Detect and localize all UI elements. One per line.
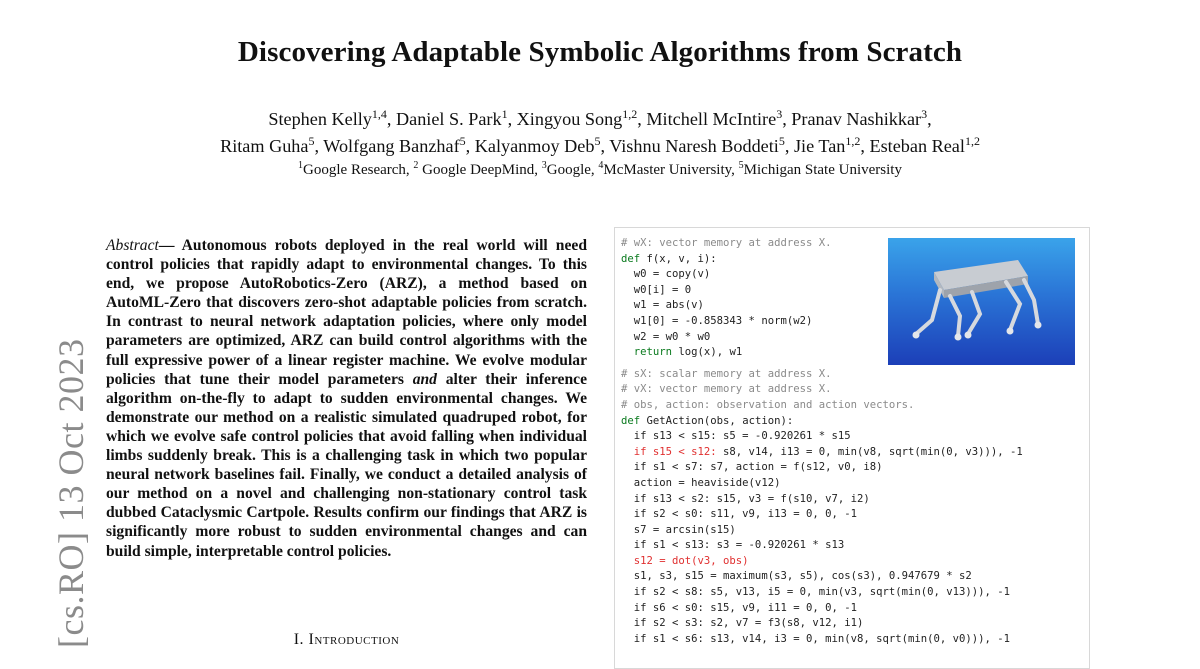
abstract-text-1: — Autonomous robots deployed in the real world will need control policies that rapidly adapt to environmental changes. To this end, we propose AutoRobotics-Zero (ARZ), a method based on AutoML-Zero that discovers zero-shot adaptable policies from scratch. In contrast to neural network adaptation policies, where only model parameters are optimized, ARZ can build control algorithms with the full expressive power of a linear register machine. We evolve modular policies that tune their model parameters (106, 237, 587, 388)
code-line: s1, s3, s15 = maximum(s3, s5), cos(s3), 0.947679 * s2 (621, 570, 972, 583)
code-line: if s6 < s0: s15, v9, i11 = 0, 0, -1 (621, 601, 857, 614)
code-line: if s2 < s8: s5, v13, i5 = 0, min(v3, sqrt(min(0, v13))), -1 (621, 586, 1011, 599)
code-line: w0 = copy(v) (621, 268, 711, 281)
code-line: # vX: vector memory at address X. (621, 383, 832, 396)
abstract-text-2: alter their inference algorithm on-the-fly to adapt to sudden environmental changes. We demonstrate our method on a realistic simulated quadruped robot, for which we evolve safe control policies that avoid falling when individual limbs suddenly break. This is a challenging task in which two popular neural network baselines fail. Finally, we conduct a detailed analysis of our method on a novel and challenging non-stationary control task dubbed Cataclysmic Cartpole. Results confirm our findings that ARZ is significantly more robust to sudden environmental changes and can build simple, interpretable control policies. (106, 370, 587, 560)
author-list-line-1: Stephen Kelly$^{1,4}$, Daniel S. Park$^1$, Xingyou Song$^{1,2}$, Mitchell McIntire$^3$, Pranav Nashikkar$^3$, (268, 107, 932, 130)
code-line: # sX: scalar memory at address X. (621, 367, 832, 380)
code-line: if s15 < s12: s8, v14, i13 = 0, min(v8, sqrt(min(0, v3))), -1 (621, 445, 1023, 458)
author-affiliation-mark: 5 (594, 134, 601, 148)
author-name: Kalyanmoy Deb (474, 136, 595, 157)
code-line: if s1 < s6: s13, v14, i3 = 0, min(v8, sqrt(min(0, v0))), -1 (621, 632, 1011, 645)
affiliation-mark: 4 (598, 160, 604, 171)
affiliation-name: Google Research (303, 162, 406, 178)
author-name: Stephen Kelly (268, 109, 372, 130)
author-affiliation-mark: 5 (459, 134, 466, 148)
code-line: s12 = dot(v3, obs) (621, 554, 749, 567)
code-line: return log(x), w1 (633, 346, 743, 359)
author-name: Jie Tan (793, 136, 846, 157)
author-affiliation-mark: 1 (501, 107, 508, 121)
affiliation-mark: 5 (738, 160, 744, 171)
author-affiliation-mark: 1,4 (371, 107, 387, 121)
author-affiliation-mark: 1,2 (964, 134, 980, 148)
section-heading (106, 631, 587, 649)
paper-title: Discovering Adaptable Symbolic Algorithms from Scratch (237, 36, 963, 68)
affiliation-mark: 1 (298, 160, 304, 171)
code-line: w1 = abs(v) (621, 299, 704, 312)
affiliation-name: Google DeepMind (418, 162, 535, 178)
code-line: # wX: vector memory at address X. (621, 237, 832, 249)
code-figure (614, 227, 1090, 669)
code-line: if s2 < s0: s11, v9, i13 = 0, 0, -1 (621, 508, 857, 521)
code-line: if s1 < s7: s7, action = f(s12, v0, i8) (621, 461, 883, 474)
author-name: Mitchell McIntire (646, 109, 777, 130)
author-affiliation-mark: 1,2 (622, 107, 638, 121)
abstract (106, 236, 587, 561)
author-name: Vishnu Naresh Boddeti (609, 136, 779, 157)
code-line: def GetAction(obs, action): (621, 414, 794, 427)
code-line: if s13 < s2: s15, v3 = f(s10, v7, i2) (621, 492, 870, 505)
affiliation-name: Michigan State University (743, 162, 902, 178)
author-affiliation-mark: 5 (308, 134, 315, 148)
quadruped-robot-icon (888, 238, 1075, 365)
section-number: I. (293, 631, 305, 648)
code-line: if s1 < s13: s3 = -0.920261 * s13 (621, 539, 845, 552)
author-name: Xingyou Song (516, 109, 623, 130)
code-line: action = heaviside(v12) (621, 476, 781, 489)
affiliation-mark: 3 (541, 160, 547, 171)
abstract-lead: Abstract (106, 237, 159, 254)
affiliation-name: McMaster University (603, 162, 732, 178)
affiliations: $^1$Google Research, $^2$ Google DeepMind, $^3$Google, $^4$McMaster University, $^5$Michigan State University (298, 160, 902, 178)
code-line: if s2 < s3: s2, v7 = f3(s8, v12, i1) (621, 617, 864, 630)
code-line: w1[0] = -0.858343 * norm(w2) (621, 314, 813, 327)
robot-image (888, 238, 1075, 365)
author-name: Wolfgang Banzhaf (323, 136, 460, 157)
author-list-line-2: Ritam Guha$^5$, Wolfgang Banzhaf$^5$, Kalyanmoy Deb$^5$, Vishnu Naresh Boddeti$^5$, Jie Tan$^{1,2}$, Esteban Real$^{1,2}$ (220, 134, 980, 157)
affiliation-name: Google (546, 162, 591, 178)
author-name: Esteban Real (869, 136, 965, 157)
author-affiliation-mark: 3 (921, 107, 928, 121)
abstract-emphasis: and (412, 370, 437, 388)
section-title: Introduction (308, 631, 400, 648)
author-affiliation-mark: 3 (776, 107, 783, 121)
code-line: if s13 < s15: s5 = -0.920261 * s15 (621, 430, 851, 443)
code-line: # obs, action: observation and action vectors. (621, 398, 915, 411)
code-line: w0[i] = 0 (621, 283, 692, 296)
arxiv-stamp: [cs.RO] 13 Oct 2023 (51, 338, 91, 648)
code-line: def f(x, v, i): (621, 252, 717, 265)
author-affiliation-mark: 1,2 (845, 134, 861, 148)
code-line: w2 = w0 * w0 (621, 330, 711, 343)
author-affiliation-mark: 5 (778, 134, 785, 148)
affiliation-mark: 2 (413, 160, 419, 171)
author-name: Pranav Nashikkar (791, 109, 922, 130)
author-name: Ritam Guha (220, 136, 309, 157)
code-line: s7 = arcsin(s15) (621, 523, 736, 536)
author-name: Daniel S. Park (396, 109, 502, 130)
